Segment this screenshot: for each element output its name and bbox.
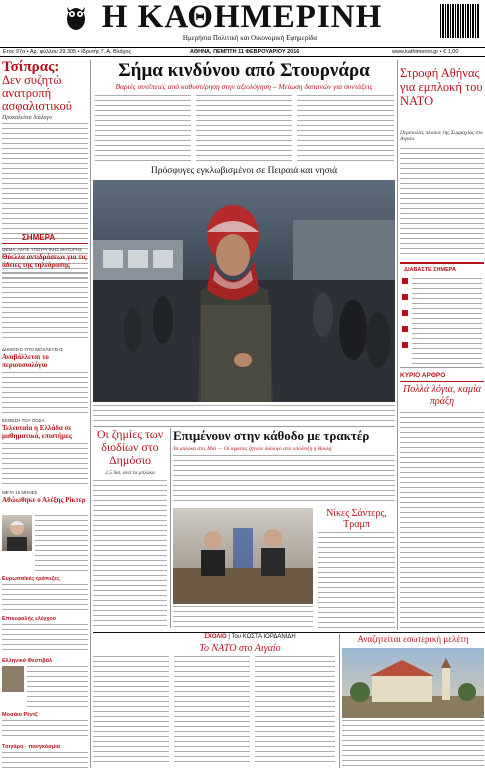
barcode bbox=[440, 4, 480, 38]
left-top-sub: Προκαλείται διάλογο bbox=[2, 115, 52, 121]
tolls-sub: 2,5 δισ. ανά τα μπλόκα bbox=[105, 470, 155, 476]
tractor-headline[interactable]: Επιμένουν στην κάθοδο με τρακτέρ bbox=[173, 428, 370, 443]
bullet-1-body bbox=[2, 584, 88, 612]
issue-info-bar bbox=[0, 47, 485, 57]
richter-portrait bbox=[2, 515, 32, 551]
right-headline[interactable]: Στροφή Αθήνας για εμπλοκή του ΝΑΤΟ bbox=[400, 66, 483, 108]
study-headline[interactable]: Αναζητείται εσωτερική μελέτη bbox=[357, 634, 469, 644]
tsipras-photo bbox=[173, 508, 313, 604]
meeting-illustration bbox=[173, 508, 313, 604]
main-body-col-1 bbox=[95, 95, 191, 163]
today-item-3-body bbox=[2, 443, 88, 485]
arrow-icon bbox=[402, 310, 408, 316]
masthead-title: Η ΚΑΘΗΜΕΡΙΝΗ bbox=[101, 0, 383, 35]
today-item-2[interactable]: Αναβάλλεται το περιουσιολόγιο bbox=[2, 353, 49, 369]
editorial-rule bbox=[400, 381, 484, 382]
section-tag: ΘΕΜΑ: ΑΝΤΕ ΥΠΟΥΡΓΙΚΗΣ ΜΑΤΟΡΗΣ bbox=[2, 247, 82, 252]
tolls-body bbox=[93, 480, 167, 628]
read-today-items bbox=[412, 278, 482, 366]
refugee-photo bbox=[93, 180, 395, 402]
today-item-4-body bbox=[35, 515, 88, 571]
right-sub: Περιπολίες πλοίων της Συμμαχίας στο Αιγαίο bbox=[400, 130, 483, 142]
bottom-rule bbox=[93, 632, 485, 633]
study-body bbox=[342, 720, 484, 766]
bullet-1[interactable]: Ευρωπαϊκές τράπεζες bbox=[2, 576, 60, 582]
today-item-1-body bbox=[2, 272, 88, 342]
building-illustration bbox=[342, 648, 484, 718]
photo-illustration bbox=[93, 180, 395, 402]
read-today-icons bbox=[402, 278, 408, 358]
comment-col-2 bbox=[174, 656, 250, 766]
arrow-icon bbox=[402, 342, 408, 348]
arrow-icon bbox=[402, 278, 408, 284]
comment-author: Του ΚΩΣΤΑ ΙΟΡΔΑΝΙΔΗ bbox=[231, 634, 296, 640]
section-rule bbox=[2, 243, 88, 244]
bullet-3[interactable]: Ελληνικό Φεστιβάλ bbox=[2, 658, 53, 664]
tsipras-caption bbox=[173, 606, 313, 628]
bullet-4[interactable]: Μοσάιο Ρέντζ bbox=[2, 712, 38, 718]
main-deck: Βαριές συνέπειες από καθυστέρηση στην αξιολόγηση – Μείωση δαπανών για συντάξεις bbox=[115, 82, 373, 91]
today-item-1[interactable]: Θύελλα αντιδράσεων για τις άδειες της τηλεόρασης bbox=[2, 253, 87, 269]
bullet-5[interactable]: Τσιγάρα - πανγκόσμια bbox=[2, 744, 61, 750]
photo-caption bbox=[93, 405, 395, 423]
right-body bbox=[400, 148, 484, 256]
tractor-sub: Τα μπλόκα στις Μαΐ — Οι αγρότες ζητούν διάλογο από υπόδειξη η Βουλή bbox=[173, 446, 332, 452]
lower-col-rule bbox=[170, 428, 171, 628]
bullet-2[interactable]: Επικεφαλής ελέγχου bbox=[2, 616, 56, 622]
column-rule-left bbox=[90, 60, 91, 768]
editorial-headline[interactable]: Πολλά λόγια, καμία πράξη bbox=[402, 384, 482, 407]
issue-price: www.kathimerini.gr • € 1,00 bbox=[392, 49, 459, 55]
main-body-col-3 bbox=[297, 95, 394, 163]
masthead bbox=[0, 0, 485, 46]
sanders-trump-body bbox=[318, 532, 395, 628]
festival-photo bbox=[2, 666, 24, 692]
nato-headline[interactable]: Το ΝΑΤΟ στο Αιγαίο bbox=[199, 643, 281, 654]
comment-bar: ΣΧΟΛΙΟ | Του ΚΩΣΤΑ ΙΟΡΔΑΝΙΔΗ bbox=[204, 634, 296, 640]
today-item-2-body bbox=[2, 372, 88, 414]
main-headline[interactable]: Σήμα κινδύνου από Στουρνάρα bbox=[118, 60, 370, 81]
main-body-col-2 bbox=[196, 95, 292, 163]
comment-col-3 bbox=[255, 656, 335, 766]
sanders-trump-headline[interactable]: Νίκες Σάντερς, Τραμπ bbox=[326, 508, 387, 530]
masthead-subtitle: Ημερήσια Πολιτική και Οικονομική Εφημερίδα bbox=[182, 34, 318, 42]
issue-number: Ετος 97ο • Αρ. φύλλου 29.305 • Ιδρυτής Γ. Α. Βλάχος bbox=[3, 49, 132, 55]
bullet-5-body bbox=[2, 752, 88, 768]
today-item-3[interactable]: Τελευταία η Ελλάδα σε μαθηματικά, επιστήμες bbox=[2, 424, 72, 440]
today-item-4[interactable]: Αθώωθηκε ο Αλέξης Ρίκτερ bbox=[2, 496, 86, 504]
comment-label: ΣΧΟΛΙΟ bbox=[204, 634, 227, 640]
arrow-icon bbox=[402, 326, 408, 332]
today-item-4-tag: ΜΕΤΑ 15 ΜΗΝΕΣ bbox=[2, 490, 38, 495]
bottom-col-rule bbox=[339, 634, 340, 768]
main-story bbox=[93, 60, 395, 92]
bullet-2-body bbox=[2, 624, 88, 652]
tolls-headline[interactable]: Οι ζημίες των διοδίων στο Δημόσιο bbox=[96, 427, 164, 467]
arrow-icon bbox=[402, 294, 408, 300]
editorial-body bbox=[400, 412, 484, 630]
left-column bbox=[2, 60, 88, 768]
editorial-label: ΚΥΡΙΟ ΑΡΘΡΟ bbox=[400, 372, 446, 379]
bullet-4-body bbox=[2, 720, 88, 740]
today-item-2-tag: ΔΗΜΟΣΙΟ ΥΠΟ ΜΟΧΛΕΥΣΗΣ bbox=[2, 347, 64, 352]
photo-headline[interactable]: Πρόσφυγες εγκλωβισμένοι σε Πειραιά και νησιά bbox=[150, 166, 338, 176]
building-photo bbox=[342, 648, 484, 718]
issue-date: ΑΘΗΝΑ, ΠΕΜΠΤΗ 11 ΦΕΒΡΟΥΑΡΙΟΥ 2016 bbox=[190, 49, 300, 55]
tractor-body bbox=[173, 455, 395, 505]
left-top-headline-2[interactable]: Δεν συζητώ ανατροπή ασφαλιστικού bbox=[2, 73, 72, 113]
section-today: ΣΗΜΕΡΑ bbox=[22, 233, 56, 242]
comment-col-1 bbox=[93, 656, 169, 766]
read-today-head: ΔΙΑΒΑΣΤΕ ΣΗΜΕΡΑ bbox=[404, 267, 457, 273]
left-top-headline[interactable]: Τσίπρας: bbox=[2, 59, 60, 75]
bullet-3-body bbox=[27, 666, 88, 708]
column-rule-right bbox=[397, 60, 398, 630]
read-today-box bbox=[400, 262, 484, 368]
today-item-3-tag: ΕΚΘΕΣΗ ΤΟΥ ΟΟΣΑ bbox=[2, 418, 45, 423]
portrait-icon bbox=[2, 515, 32, 551]
